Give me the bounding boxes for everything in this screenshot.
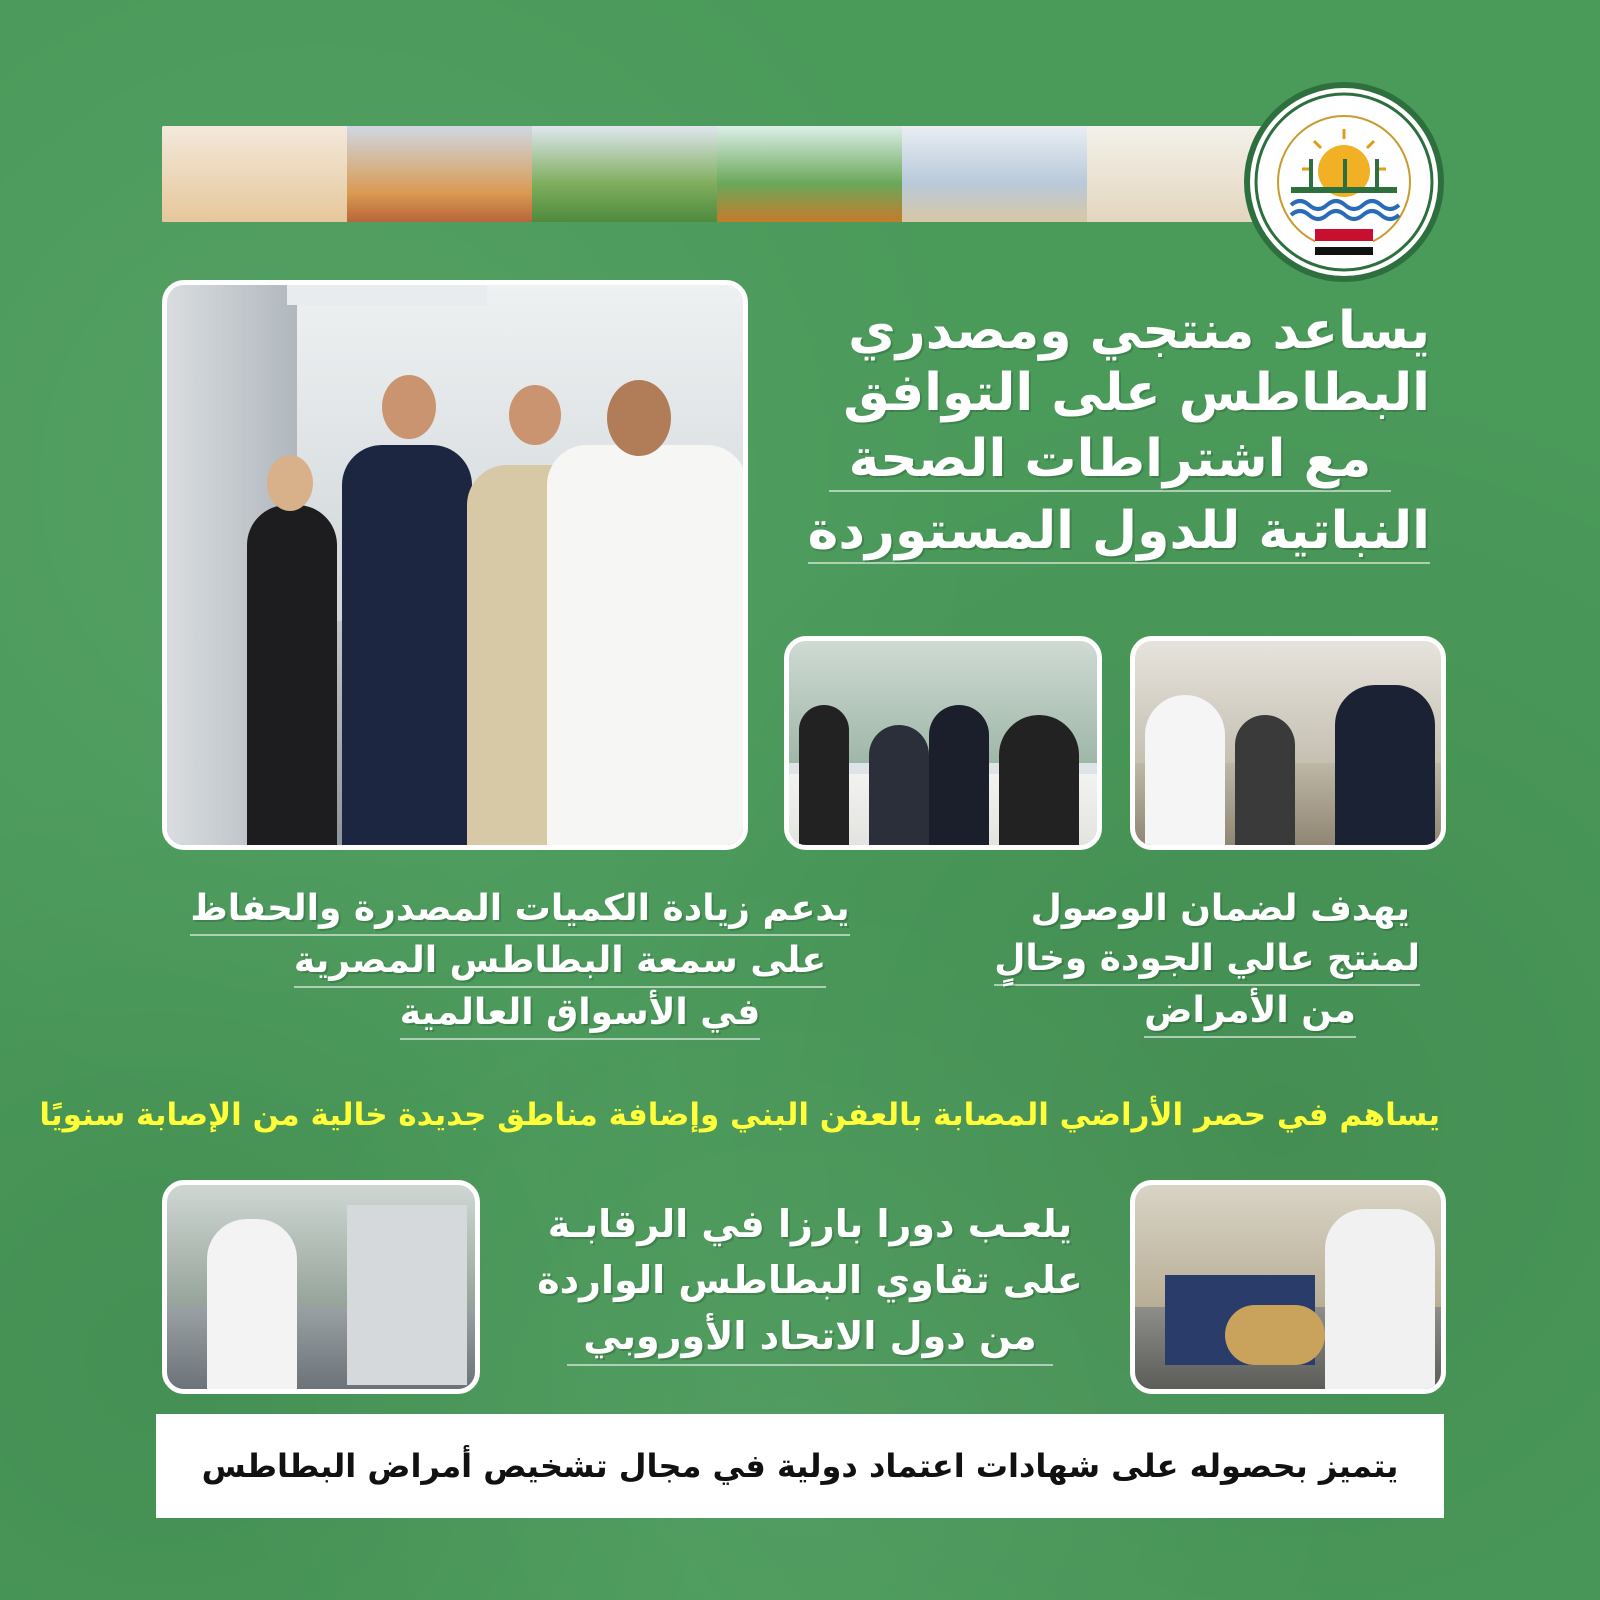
photo-map-table: [784, 636, 1102, 850]
caption-right: [980, 884, 1420, 1038]
footer-banner: [156, 1414, 1444, 1518]
caption-line: يهدف لضمان الوصول: [1030, 888, 1410, 929]
caption-line: على تقاوي البطاطس الواردة: [537, 1258, 1083, 1302]
photo-book-review: [1130, 636, 1446, 850]
ministry-seal-icon: [1251, 89, 1437, 275]
banner-image: [717, 126, 902, 222]
caption-line: يدعم زيادة الكميات المصدرة والحفاظ: [190, 884, 849, 936]
caption-line: على سمعة البطاطس المصرية: [294, 936, 826, 988]
banner-image: [532, 126, 717, 222]
headline-line: البطاطس على التوافق: [843, 363, 1430, 423]
highlight-text: يساهم في حصر الأراضي المصابة بالعفن البني وإضافة مناطق جديدة خالية من الإصابة سنويًا: [39, 1097, 1440, 1133]
headline-line: النباتية للدول المستوردة: [808, 500, 1430, 564]
caption-left: [180, 884, 860, 1040]
headline-line: مع اشتراطات الصحة: [829, 428, 1392, 492]
banner-image: [162, 126, 347, 222]
caption-line: لمنتج عالي الجودة وخالٍ: [994, 934, 1420, 986]
photo-potato-inspection: [1130, 1180, 1446, 1394]
caption-line: من الأمراض: [1144, 986, 1356, 1038]
headline-line: يساعد منتجي ومصدري: [848, 301, 1430, 361]
caption-line: يلعـب دورا بارزا في الرقابـة: [547, 1202, 1073, 1246]
ministry-logo: [1244, 82, 1444, 282]
caption-line: من دول الاتحاد الأوروبي: [567, 1308, 1052, 1366]
caption-middle: [520, 1196, 1100, 1366]
footer-text: يتميز بحصوله على شهادات اعتماد دولية في مجال تشخيص أمراض البطاطس: [201, 1447, 1399, 1485]
top-banner: [162, 126, 1272, 222]
banner-image: [902, 126, 1087, 222]
headline: [790, 300, 1430, 564]
main-photo-lab-visit: [162, 280, 748, 850]
photo-lab-technician: [162, 1180, 480, 1394]
caption-line: في الأسواق العالمية: [400, 988, 761, 1040]
banner-image: [347, 126, 532, 222]
